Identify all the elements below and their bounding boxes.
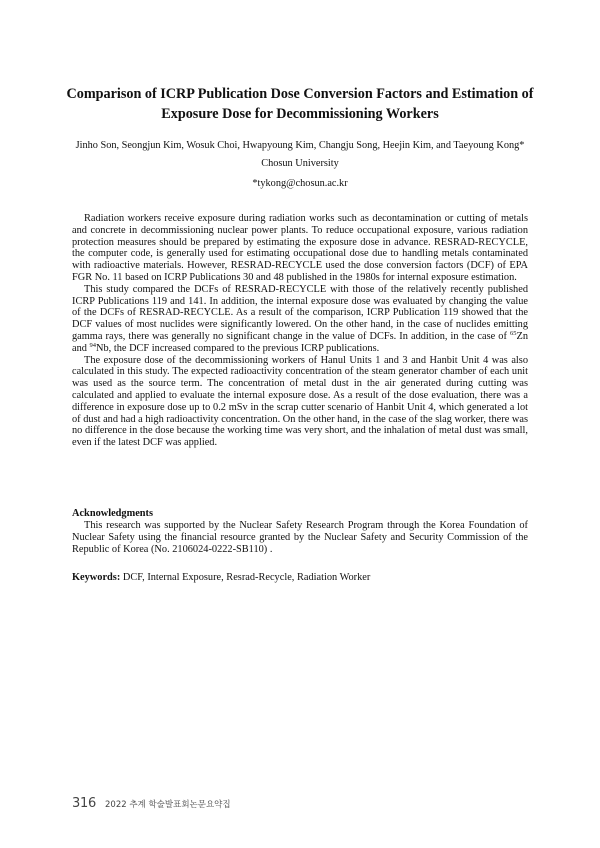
paper-title-line-2: Exposure Dose for Decommissioning Workers <box>161 106 439 122</box>
keywords-line <box>72 572 528 584</box>
proceedings-title: 2022 추계 학술발표회논문요약집 <box>105 800 231 810</box>
keywords-text: DCF, Internal Exposure, Resrad-Recycle, Radiation Worker <box>120 572 371 583</box>
corresponding-email: *tykong@chosun.ac.kr <box>252 178 348 189</box>
mass-number-zn: 65 <box>510 329 517 337</box>
author-list: Jinho Son, Seongjun Kim, Wosuk Choi, Hwapyoung Kim, Changju Song, Heejin Kim, and Taeyoung Kong* <box>75 140 525 151</box>
abstract-paragraph-2-text: This study compared the DCFs of RESRAD-RECYCLE with those of the relatively recently published ICRP Publications 119 and 141. In addition, the internal exposure dose was evaluated by changing the value of the DCFs of RESRAD-RECYCLE. As a result of the comparison, ICRP Publication 119 showed that the DCF values of most nuclides were significantly lowered. On the other hand, in the case of nuclides emitting gamma rays, there was generally no significant change in the value of DCFs. In addition, in the case of <box>72 283 528 342</box>
page-number: 316 <box>72 796 96 811</box>
affiliation: Chosun University <box>261 158 339 169</box>
keywords-label: Keywords: <box>72 572 121 583</box>
abstract <box>72 213 528 449</box>
mass-number-nb: 94 <box>89 341 97 349</box>
paper-title <box>60 84 540 124</box>
acknowledgments-body: This research was supported by the Nuclear Safety Research Program through the Korea Foundation of Nuclear Safety using the financial resource granted by the Nuclear Safety and Security Commission of the Republic of Korea (No. 2106024-0222-SB110) . <box>72 520 528 555</box>
abstract-paragraph-2-end: Nb, the DCF increased compared to the previous ICRP publications. <box>96 342 380 354</box>
abstract-paragraph-2 <box>72 284 528 355</box>
abstract-paragraph-3: The exposure dose of the decommissioning workers of Hanul Units 1 and 3 and Hanbit Unit 4 was also calculated in this study. The expected radioactivity concentration of the steam generator chamber of each unit was used as the source term. The concentration of metal dust in the air generated during cutting was calculated and applied to evaluate the internal exposure dose. As a result of the dose evaluation, there was a difference in exposure dose up to 0.2 mSv in the scrap cutter scenario of Hanbit Unit 4, which generated a lot of dust and had a high radioactivity concentration. On the other hand, in the case of the slag worker, there was no difference in the dose because the working time was very short, and the inhalation of metal dust was small, even if the latest DCF was applied. <box>72 354 528 449</box>
page-footer <box>72 792 231 811</box>
nuclide-zn-text: Zn and <box>72 330 528 354</box>
abstract-paragraph-1: Radiation workers receive exposure during radiation works such as decontamination or cutting of metals and concrete in decommissioning nuclear power plants. To reduce occupational exposure, various radiation protection measures should be prepared by estimating the exposure dose in advance. RESRAD-RECYCLE, the computer code, is generally used for estimating occupational dose due to handling metals contaminated with radioactive materials. However, RESRAD-RECYCLE used the dose conversion factors (DCF) of EPA FGR No. 11 based on ICRP Publications 30 and 48 published in the 1980s for internal exposure estimation. <box>72 213 528 283</box>
paper-title-line-1: Comparison of ICRP Publication Dose Conversion Factors and Estimation of <box>66 86 534 102</box>
acknowledgments-heading: Acknowledgments <box>72 508 154 519</box>
acknowledgments-section <box>72 520 528 555</box>
